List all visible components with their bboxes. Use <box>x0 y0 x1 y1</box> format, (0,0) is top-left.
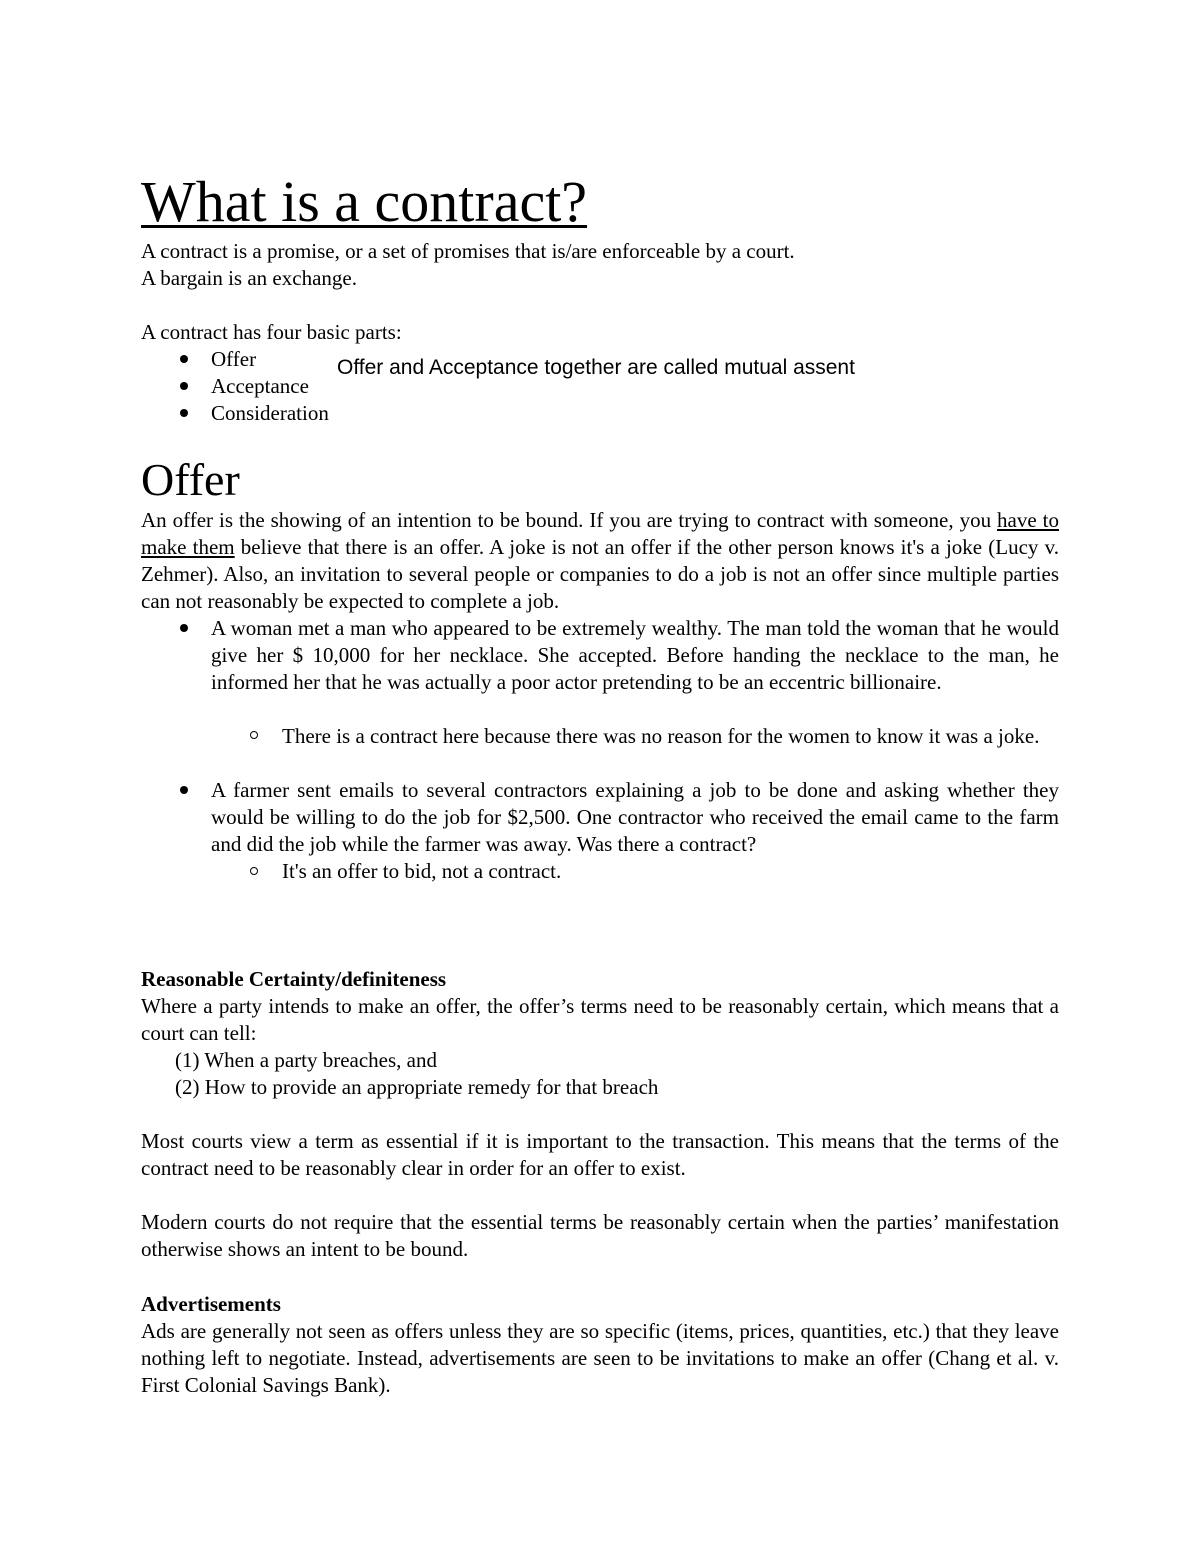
modern-courts-paragraph: Modern courts do not require that the essential terms be reasonably certain when the parties’ manifestation otherwise shows an intent to be bound. <box>141 1210 1059 1261</box>
contract-definition: A contract is a promise, or a set of promises that is/are enforceable by a court. <box>141 239 795 263</box>
part-item-acceptance: Acceptance <box>211 374 309 398</box>
offer-para-underlined: have to make them <box>141 508 1059 559</box>
offer-para-end: believe that there is an offer. A joke is not an offer if the other person knows it's a joke (Lucy v. Zehmer). Also, an invitation to several people or companies to do a job is not an offer since multiple parties can not reasonably be expected to complete a job. <box>141 535 1059 613</box>
bargain-definition: A bargain is an exchange. <box>141 266 357 290</box>
circle-bullet-icon <box>250 867 258 875</box>
offer-para-start: An offer is the showing of an intention to be bound. If you are trying to contract with someone, you <box>141 508 998 532</box>
offer-paragraph <box>141 507 1059 615</box>
parts-label: A contract has four basic parts: <box>141 320 402 344</box>
part-item-consideration: Consideration <box>211 401 329 425</box>
part-item-offer: Offer <box>211 347 257 371</box>
bullet-icon <box>180 786 188 794</box>
page-title: What is a contract? <box>141 169 588 234</box>
circle-bullet-icon <box>250 731 258 739</box>
offer-example-1-answer: There is a contract here because there was no reason for the women to know it was a joke. <box>282 724 1040 748</box>
advertisements-heading: Advertisements <box>141 1292 281 1316</box>
offer-example-2: A farmer sent emails to several contractors explaining a job to be done and asking whether they would be willing to do the job for $2,500. One contractor who received the email came to the farm and did the job while the farmer was away. Was there a contract? <box>211 778 1059 856</box>
certainty-item-1: (1) When a party breaches, and <box>175 1048 437 1072</box>
bullet-icon <box>180 355 188 363</box>
bullet-icon <box>180 382 188 390</box>
mutual-assent-note: Offer and Acceptance together are called mutual assent <box>337 356 855 379</box>
certainty-item-2: (2) How to provide an appropriate remedy for that breach <box>175 1075 659 1099</box>
offer-heading: Offer <box>141 454 240 505</box>
offer-example-1: A woman met a man who appeared to be extremely wealthy. The man told the woman that he would give her $ 10,000 for her necklace. She accepted. Before handing the necklace to the man, he informed her that he was actually a poor actor pretending to be an eccentric billionaire. <box>211 616 1059 694</box>
bullet-icon <box>180 624 188 632</box>
certainty-heading: Reasonable Certainty/definiteness <box>141 967 447 991</box>
advertisements-paragraph: Ads are generally not seen as offers unless they are so specific (items, prices, quantities, etc.) that they leave nothing left to negotiate. Instead, advertisements are seen to be invitations to make an offer (Chang et al. v. First Colonial Savings Bank). <box>141 1319 1059 1397</box>
offer-example-2-answer: It's an offer to bid, not a contract. <box>282 859 562 883</box>
bullet-icon <box>180 409 188 417</box>
essential-terms-paragraph: Most courts view a term as essential if it is important to the transaction. This means that the terms of the contract need to be reasonably clear in order for an offer to exist. <box>141 1129 1059 1180</box>
certainty-paragraph: Where a party intends to make an offer, the offer’s terms need to be reasonably certain, which means that a court can tell: <box>141 994 1059 1045</box>
